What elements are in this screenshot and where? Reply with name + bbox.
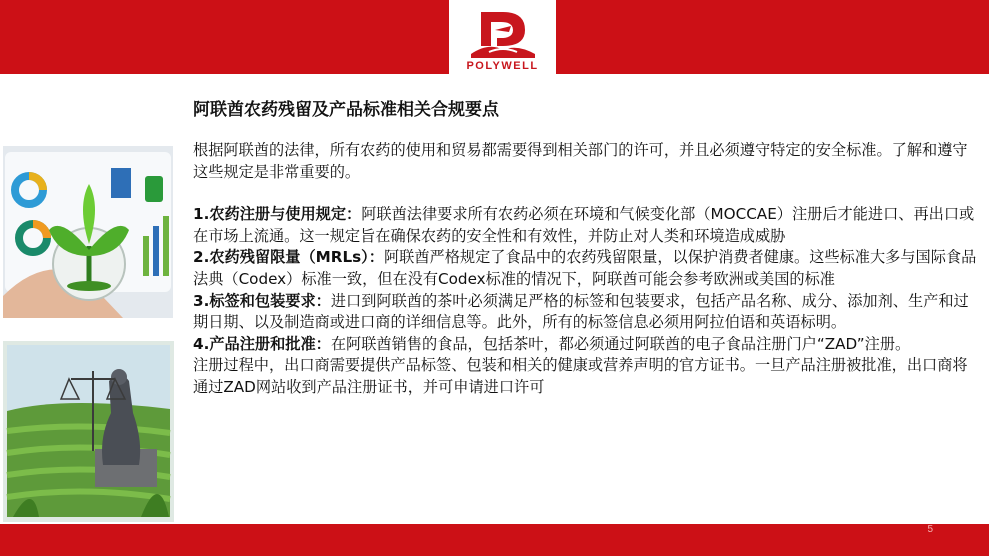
item-text: 阿联酋法律要求所有农药必须在环境和气候变化部（MOCCAE）注册后才能进口、再出口或在市场上流通。这一规定旨在确保农药的安全性和有效性，并防止对人类和环境造成威胁 (193, 205, 975, 245)
item-text: 在阿联酋销售的食品，包括茶叶，都必须通过阿联酋的电子食品注册门户“ZAD”注册。 (330, 334, 911, 353)
page-title: 阿联酋农药残留及产品标准相关合规要点 (193, 100, 499, 120)
main-content (193, 140, 978, 399)
justice-tea-field-illustration (3, 341, 174, 522)
item-4 (193, 334, 978, 356)
pesticide-approval-illustration (3, 146, 173, 318)
item-heading: 1.农药注册与使用规定： (193, 205, 362, 224)
closing-paragraph: 注册过程中，出口商需要提供产品标签、包装和相关的健康或营养声明的官方证书。一旦产品注册被批准，出口商将通过ZAD网站收到产品注册证书，并可申请进口许可 (193, 356, 968, 396)
bottom-banner (0, 524, 989, 556)
item-heading: 4.产品注册和批准： (193, 334, 331, 353)
item-heading: 3.标签和包装要求： (193, 291, 331, 310)
logo (449, 0, 556, 78)
item-text: 进口到阿联酋的茶叶必须满足严格的标签和包装要求，包括产品名称、成分、添加剂、生产和过期日期、以及制造商或进口商的详细信息等。此外，所有的标签信息必须用阿拉伯语和英语标明。 (193, 291, 969, 332)
intro-paragraph: 根据阿联酋的法律，所有农药的使用和贸易都需要得到相关部门的许可，并且必须遵守特定的安全标准。了解和遵守这些规定是非常重要的。 (193, 141, 968, 181)
item-3 (193, 291, 978, 334)
logo-text: POLYWELL (466, 60, 539, 72)
item-text: 阿联酋严格规定了食品中的农药残留限量，以保护消费者健康。这些标准大多与国际食品法典（Codex）标准一致，但在没有Codex标准的情况下，阿联酋可能会参考欧洲或美国的标准 (193, 248, 977, 288)
item-1 (193, 204, 978, 247)
item-2 (193, 247, 978, 290)
page-number: 5 (927, 524, 933, 535)
item-heading: 2.农药残留限量（MRLs）： (193, 248, 384, 267)
polywell-logo-icon (469, 6, 536, 58)
